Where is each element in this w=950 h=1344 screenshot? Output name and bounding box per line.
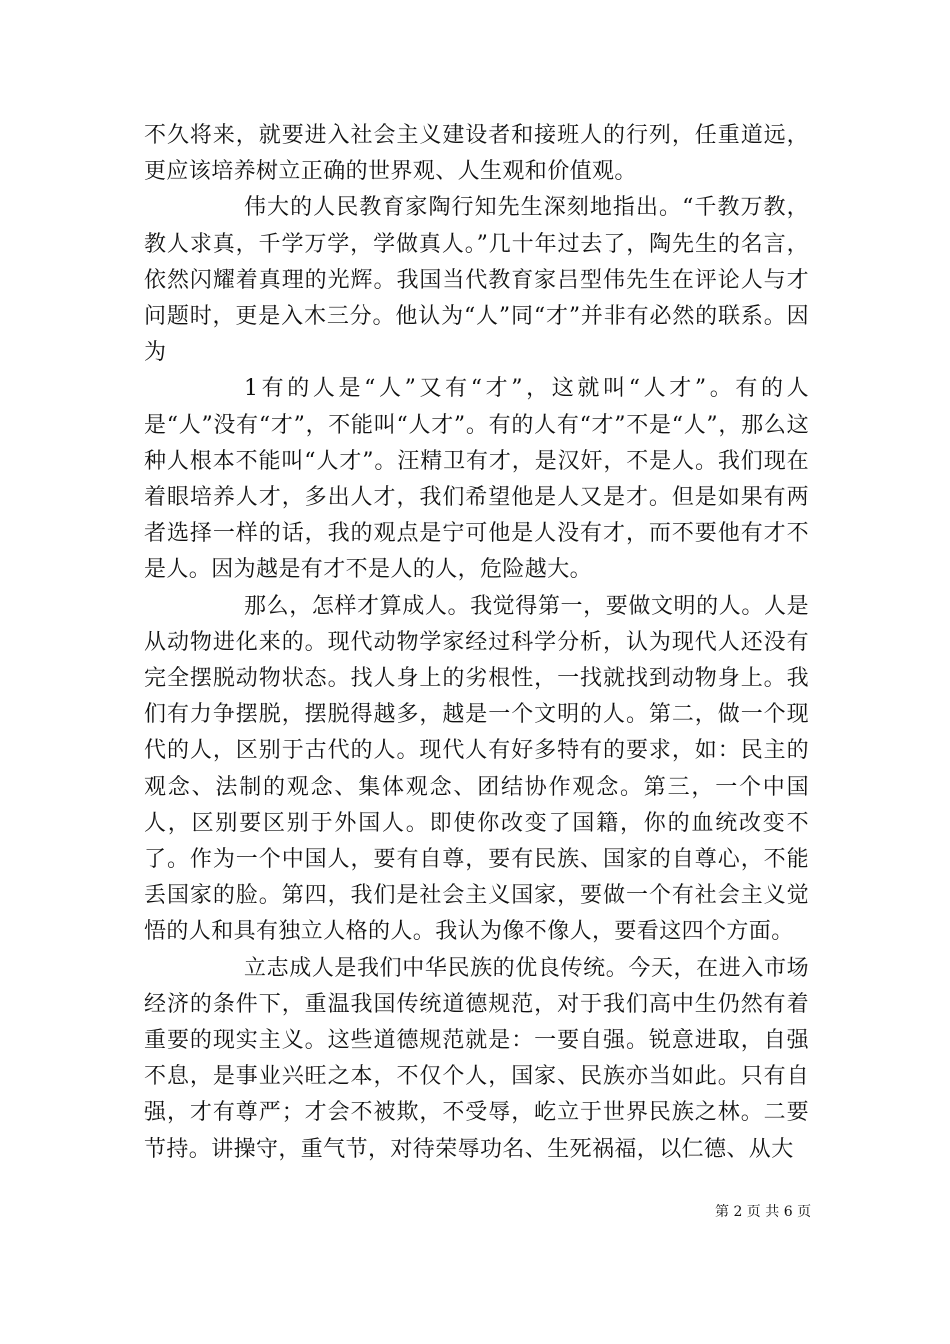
document-body	[144, 118, 809, 1168]
paragraph: 伟大的人民教育家陶行知先生深刻地指出。“千教万教，教人求真，千学万学，学做真人。”几十年过去了，陶先生的名言，依然闪耀着真理的光辉。我国当代教育家吕型伟先生在评论人与才问题时，更是入木三分。他认为“人”同“才”并非有必然的联系。因为	[144, 195, 809, 366]
paragraph: 那么，怎样才算成人。我觉得第一，要做文明的人。人是从动物进化来的。现代动物学家经过科学分析，认为现代人还没有完全摆脱动物状态。找人身上的劣根性，一找就找到动物身上。我们有力争摆脱，摆脱得越多，越是一个文明的人。第二，做一个现代的人，区别于古代的人。现代人有好多特有的要求，如：民主的观念、法制的观念、集体观念、团结协作观念。第三，一个中国人，区别要区别于外国人。即使你改变了国籍，你的血统改变不了。作为一个中国人，要有自尊，要有民族、国家的自尊心，不能丢国家的脸。第四，我们是社会主义国家，要做一个有社会主义觉悟的人和具有独立人格的人。我认为像不像人，要看这四个方面。	[144, 593, 809, 945]
paragraph: 不久将来，就要进入社会主义建设者和接班人的行列，任重道远，更应该培养树立正确的世界观、人生观和价值观。	[144, 123, 809, 185]
page-number-footer: 第 2 页 共 6 页	[715, 1204, 812, 1220]
paragraph: 立志成人是我们中华民族的优良传统。今天，在进入市场经济的条件下，重温我国传统道德规范，对于我们高中生仍然有着重要的现实主义。这些道德规范就是：一要自强。锐意进取，自强不息，是事业兴旺之本，不仅个人，国家、民族亦当如此。只有自强，才有尊严；才会不被欺，不受辱，屹立于世界民族之林。二要节持。讲操守，重气节，对待荣辱功名、生死祸福，以仁德、从大	[144, 955, 809, 1162]
paragraph: 1有的人是“人”又有“才”，这就叫“人才”。有的人是“人”没有“才”，不能叫“人才”。有的人有“才”不是“人”，那么这种人根本不能叫“人才”。汪精卫有才，是汉奸，不是人。我们现在着眼培养人才，多出人才，我们希望他是人又是才。但是如果有两者选择一样的话，我的观点是宁可他是人没有才，而不要他有才不是人。因为越是有才不是人的人，危险越大。	[144, 376, 809, 583]
